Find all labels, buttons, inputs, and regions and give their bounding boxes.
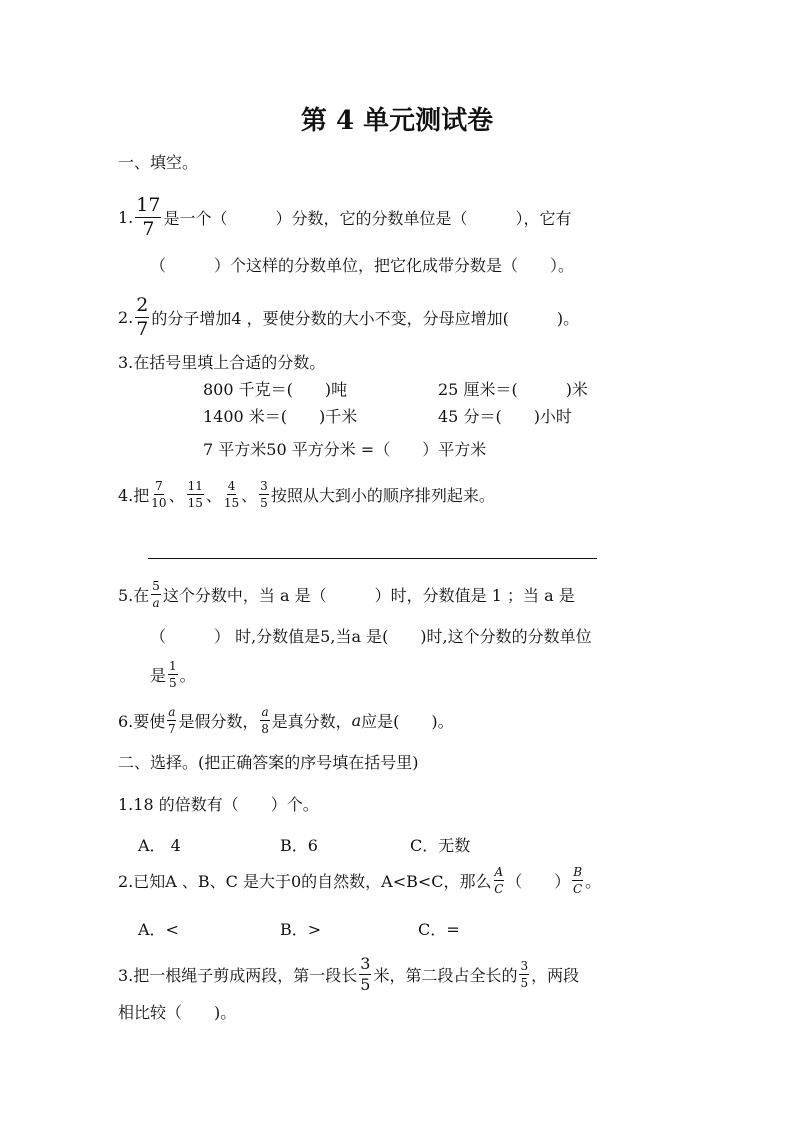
question-1-number: 1. bbox=[118, 208, 134, 227]
question-3-row-2b: 45 分＝( )小时 bbox=[438, 407, 572, 426]
fraction-numerator: a bbox=[168, 705, 176, 719]
answer-line bbox=[148, 558, 597, 559]
question-6-text-c: 应是( )。 bbox=[361, 712, 454, 731]
fraction-17-7 bbox=[135, 196, 161, 239]
fraction-3-5-meters bbox=[359, 956, 371, 993]
fraction-numerator: A bbox=[494, 865, 504, 879]
fraction-numerator: 3 bbox=[360, 954, 371, 973]
choice-2-option-b: B．> bbox=[280, 920, 322, 939]
fraction-numerator: 3 bbox=[520, 959, 529, 973]
choice-3-text-b: 米，第二段占全长的 bbox=[373, 966, 518, 985]
fraction-denominator: 5 bbox=[260, 496, 268, 510]
choice-3-text-c: ，两段 bbox=[531, 966, 580, 985]
question-5-text-c: 是 bbox=[150, 666, 167, 685]
fraction-denominator: 15 bbox=[223, 496, 240, 510]
separator: 、 bbox=[241, 486, 258, 505]
fraction-numerator: 7 bbox=[155, 479, 163, 493]
choice-3-text-a: 3.把一根绳子剪成两段，第一段长 bbox=[118, 966, 358, 985]
question-2-line bbox=[118, 296, 579, 339]
fraction-3-5 bbox=[259, 480, 269, 509]
separator: 、 bbox=[168, 486, 185, 505]
fraction-A-C bbox=[494, 866, 505, 895]
choice-1-option-c: C．无数 bbox=[410, 836, 471, 855]
question-5-prefix: 5.在 bbox=[118, 586, 150, 605]
fraction-denominator: 7 bbox=[142, 218, 155, 240]
fraction-numerator: 3 bbox=[260, 479, 268, 493]
question-3-row-3: 7 平方米50 平方分米 =（ ）平方米 bbox=[203, 440, 487, 459]
question-5-text-a: 这个分数中，当 a 是（ ）时，分数值是 1 ；当 a 是 bbox=[162, 586, 575, 605]
choice-2-text: 2.已知A 、B、C 是大于0的自然数，A<B<C，那么 bbox=[118, 872, 492, 891]
fraction-denominator: C bbox=[573, 882, 583, 896]
question-5-line-2: （ ） 时,分数值是5,当a 是( )时,这个分数的分数单位 bbox=[150, 627, 592, 646]
fraction-numerator: 2 bbox=[136, 294, 149, 316]
choice-1-text: 1.18 的倍数有（ ）个。 bbox=[118, 795, 319, 814]
choice-1-option-b: B．6 bbox=[280, 836, 318, 855]
fraction-a-8 bbox=[260, 706, 269, 735]
fraction-numerator: 11 bbox=[187, 479, 203, 493]
fraction-numerator: 1 bbox=[169, 659, 177, 673]
fraction-5-a bbox=[151, 580, 161, 609]
question-4-text: 按照从大到小的顺序排列起来。 bbox=[270, 486, 495, 505]
fraction-denominator: 8 bbox=[261, 722, 269, 736]
question-3-row-2a: 1400 米＝( )千米 bbox=[203, 407, 358, 426]
question-6-prefix: 6.要使 bbox=[118, 712, 166, 731]
question-5-line-1 bbox=[118, 580, 575, 609]
choice-2-option-c: C．= bbox=[418, 920, 460, 939]
choice-2-blank: （ ） bbox=[506, 872, 571, 891]
question-6-text-a: 是假分数， bbox=[178, 712, 259, 731]
choice-1-option-a: A． 4 bbox=[138, 836, 181, 855]
section-fill-blank-heading: 一、填空。 bbox=[118, 153, 199, 172]
fraction-a-7 bbox=[167, 706, 176, 735]
separator: 、 bbox=[205, 486, 222, 505]
fraction-denominator: 5 bbox=[169, 676, 177, 690]
fraction-B-C bbox=[572, 866, 583, 895]
page-title: 第 4 单元测试卷 bbox=[300, 106, 494, 136]
question-1-line-1 bbox=[118, 196, 571, 239]
question-6-line bbox=[118, 706, 454, 735]
fraction-denominator: 5 bbox=[360, 975, 371, 994]
fraction-denominator: C bbox=[494, 882, 504, 896]
fraction-4-15 bbox=[224, 480, 239, 509]
fraction-1-5 bbox=[168, 660, 178, 689]
question-1-text-a: 是一个（ ）分数，它的分数单位是（ ），它有 bbox=[163, 209, 572, 228]
question-2-number: 2. bbox=[118, 308, 134, 327]
fraction-numerator: 5 bbox=[152, 579, 160, 593]
question-5-text-d: 。 bbox=[179, 666, 196, 685]
fraction-7-10 bbox=[151, 480, 166, 509]
choice-2-line bbox=[118, 866, 601, 895]
fraction-11-15 bbox=[187, 480, 204, 509]
question-4-line bbox=[118, 480, 495, 509]
fraction-denominator: 10 bbox=[151, 496, 167, 510]
choice-3-line-2: 相比较（ )。 bbox=[118, 1003, 237, 1022]
question-5-line-3 bbox=[150, 660, 196, 689]
fraction-numerator: a bbox=[261, 705, 269, 719]
fraction-numerator: B bbox=[573, 865, 583, 879]
question-3-text: 3.在括号里填上合适的分数。 bbox=[118, 353, 326, 372]
question-2-text: 的分子增加4 ，要使分数的大小不变，分母应增加( )。 bbox=[151, 309, 580, 328]
question-3-row-1a: 800 千克＝( )吨 bbox=[203, 380, 348, 399]
fraction-numerator: 4 bbox=[227, 479, 236, 493]
fraction-3-5-part bbox=[519, 960, 529, 989]
fraction-denominator: 7 bbox=[136, 318, 149, 340]
fraction-2-7 bbox=[135, 296, 149, 339]
question-4-prefix: 4.把 bbox=[118, 486, 150, 505]
fraction-denominator: 7 bbox=[168, 722, 176, 736]
choice-3-line-1 bbox=[118, 956, 579, 993]
section-choice-heading: 二、选择。(把正确答案的序号填在括号里) bbox=[118, 753, 419, 772]
choice-2-option-a: A．< bbox=[138, 920, 179, 939]
variable-a: a bbox=[351, 711, 362, 730]
question-6-text-b: 是真分数， bbox=[271, 712, 352, 731]
fraction-denominator: a bbox=[152, 596, 160, 610]
fraction-denominator: 15 bbox=[187, 496, 203, 510]
fraction-numerator: 17 bbox=[136, 194, 161, 216]
choice-2-end: 。 bbox=[585, 872, 602, 891]
question-1-line-2: （ ）个这样的分数单位，把它化成带分数是（ ）。 bbox=[150, 256, 575, 275]
fraction-denominator: 5 bbox=[520, 976, 529, 990]
question-3-row-1b: 25 厘米＝( )米 bbox=[438, 380, 588, 399]
